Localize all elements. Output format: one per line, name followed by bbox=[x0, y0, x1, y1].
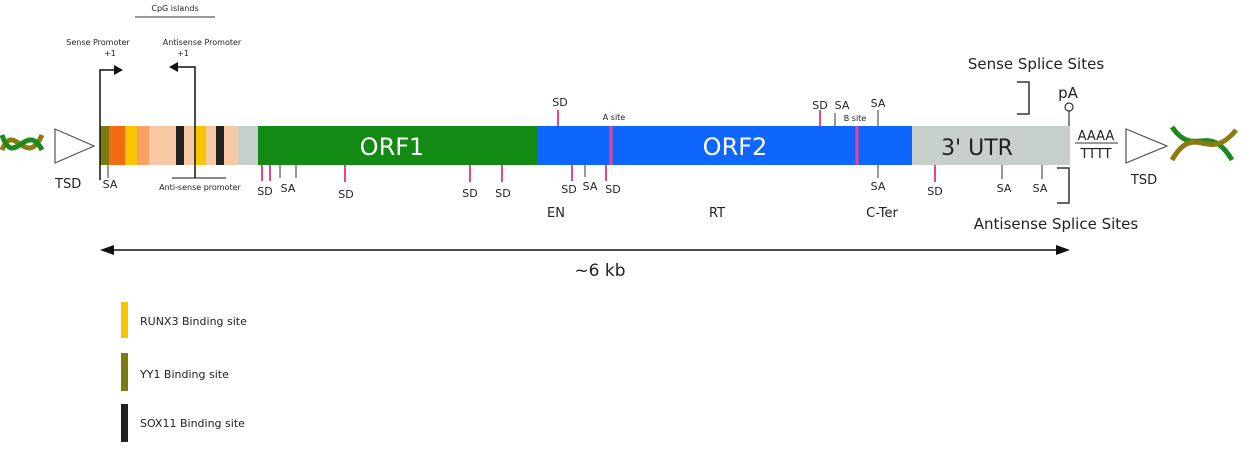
legend-label-sox11: SOX11 Binding site bbox=[140, 417, 245, 430]
sd-bottom-3: SD bbox=[462, 187, 478, 200]
dna-helix-left-icon bbox=[2, 135, 42, 150]
sense-promoter-label: Sense Promoter bbox=[66, 38, 130, 47]
sense-plus1-label: +1 bbox=[104, 49, 116, 58]
pa-label: pA bbox=[1058, 84, 1078, 102]
pa-signal-icon bbox=[1065, 103, 1073, 111]
sd-bottom-4: SD bbox=[495, 187, 511, 200]
antisense-promoter-lower-label: Anti-sense promoter bbox=[159, 183, 241, 192]
sa-top-2: SA bbox=[870, 97, 886, 110]
orf2-label: ORF2 bbox=[702, 133, 768, 161]
sa-top-1: SA bbox=[834, 99, 850, 112]
legend-label-yy1: YY1 Binding site bbox=[140, 368, 229, 381]
sense-splice-sites-label: Sense Splice Sites bbox=[967, 55, 1105, 73]
sa-bottom-2: SA bbox=[280, 182, 296, 195]
dna-helix-right-icon bbox=[1172, 127, 1236, 160]
antisense-splice-bracket bbox=[1057, 168, 1069, 203]
sa-bottom-4: SA bbox=[870, 180, 886, 193]
en-label: EN bbox=[547, 206, 565, 221]
sa-bottom-5: SA bbox=[996, 182, 1012, 195]
tsd-left-label: TSD bbox=[55, 177, 82, 192]
sd-bottom-6: SD bbox=[605, 183, 621, 196]
size-label: ~6 kb bbox=[574, 261, 626, 281]
poly-a-label: AAAA bbox=[1077, 129, 1115, 144]
tsd-left-triangle bbox=[55, 129, 94, 163]
legend-swatch-yy1 bbox=[121, 353, 128, 391]
sd-bottom-1: SD bbox=[257, 185, 273, 198]
sense-splice-bracket bbox=[1017, 82, 1029, 114]
b-site-label: B site bbox=[843, 114, 867, 123]
tsd-right-triangle bbox=[1126, 129, 1167, 163]
antisense-splice-markers bbox=[108, 165, 1042, 182]
antisense-splice-sites-label: Antisense Splice Sites bbox=[973, 215, 1139, 233]
legend-swatch-runx3 bbox=[121, 302, 128, 338]
a-site-label: A site bbox=[602, 113, 626, 122]
c-ter-label: C-Ter bbox=[866, 206, 898, 221]
legend-swatch-sox11 bbox=[121, 404, 128, 442]
tsd-right-label: TSD bbox=[1130, 173, 1158, 188]
sa-bottom-3: SA bbox=[582, 180, 598, 193]
sd-bottom-2: SD bbox=[338, 188, 354, 201]
utr3-label: 3' UTR bbox=[941, 136, 1013, 161]
legend-label-runx3: RUNX3 Binding site bbox=[140, 315, 247, 328]
sa-bottom-1: SA bbox=[102, 178, 118, 191]
sa-bottom-6: SA bbox=[1032, 182, 1048, 195]
cpg-islands-label: CpG islands bbox=[151, 4, 199, 13]
antisense-plus1-label: +1 bbox=[177, 49, 189, 58]
antisense-promoter-label: Antisense Promoter bbox=[162, 38, 242, 47]
sd-top-1: SD bbox=[552, 96, 568, 109]
size-arrow-icon bbox=[100, 245, 1070, 255]
sd-bottom-7: SD bbox=[927, 185, 943, 198]
sd-bottom-5: SD bbox=[561, 183, 577, 196]
legend bbox=[121, 302, 247, 442]
orf1-label: ORF1 bbox=[359, 133, 425, 161]
sd-top-2: SD bbox=[812, 99, 828, 112]
rt-label: RT bbox=[708, 206, 726, 221]
poly-t-label: TTTT bbox=[1080, 147, 1112, 162]
utr5-region bbox=[100, 126, 258, 165]
